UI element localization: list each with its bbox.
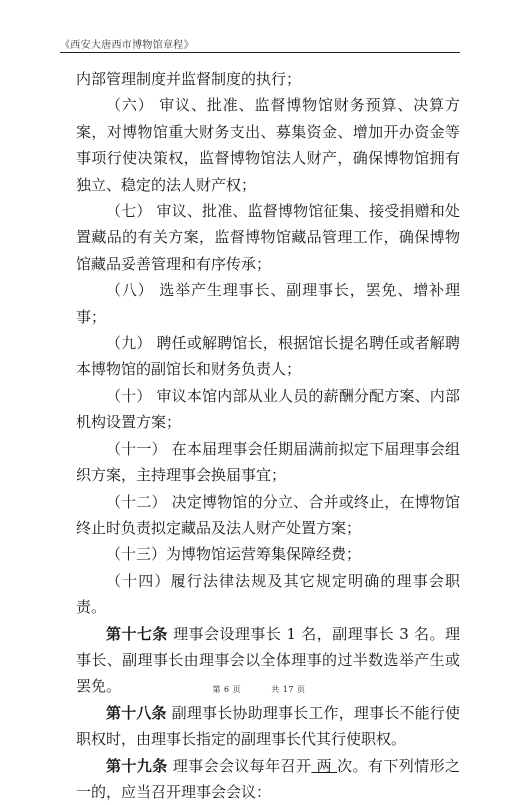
article-18-text: 副理事长协助理事长工作，理事长不能行使职权时，由理事长指定的副理事长代其行使职权。: [76, 703, 460, 749]
clause-12: （十二） 决定博物馆的分立、合并或终止，在博物馆终止时负责拟定藏品及法人财产处置方案；: [76, 492, 460, 537]
clause-6: （六） 审议、批准、监督博物馆财务预算、决算方案，对博物馆重大财务支出、募集资金、增加开办资金等事项行使决策权，监督博物馆法人财产，确保博物馆拥有独立、稳定的法人财产权；: [76, 96, 460, 194]
article-18: [76, 700, 460, 753]
page-number: 第 6 页: [212, 685, 242, 694]
clause-8: （八） 选举产生理事长、副理事长，罢免、增补理事；: [76, 281, 460, 326]
clause-10: （十） 审议本馆内部从业人员的薪酬分配方案、内部机构设置方案；: [76, 386, 460, 432]
clause-7: （七） 审议、批准、监督博物馆征集、接受捐赠和处置藏品的有关方案，监督博物馆藏品管理工作，确保博物馆藏品妥善管理和有序传承；: [76, 202, 460, 273]
article-19-label: 第十九条: [106, 756, 168, 775]
clause-9: （九） 聘任或解聘馆长，根据馆长提名聘任或者解聘本博物馆的副馆长和财务负责人；: [76, 334, 460, 379]
article-19-text-post: 次。有下列情形之一的，应当召开理事会会议：: [76, 756, 460, 801]
clause-14: （十四）履行法律法规及其它规定明确的理事会职责。: [76, 571, 460, 617]
article-19-text-pre: 理事会会议每年召开: [167, 756, 312, 775]
running-header: 《西安大唐西市博物馆章程》: [60, 40, 194, 51]
clause-11: （十一） 在本届理事会任期届满前拟定下届理事会组织方案，主持理事会换届事宜；: [76, 439, 460, 485]
article-17-text: 理事会设理事长 1 名，副理事长 3 名。理事长、副理事长由理事会以全体理事的过半数选举产生或罢免。: [76, 624, 460, 696]
article-19: [76, 753, 460, 805]
header-rule: [60, 52, 460, 53]
paragraph-continuation: 内部管理制度并监督制度的执行；: [76, 70, 302, 88]
clause-13: （十三）为博物馆运营筹集保障经费；: [106, 545, 362, 564]
page-footer: [0, 684, 518, 695]
page-total: 共 17 页: [271, 685, 306, 694]
article-18-label: 第十八条: [106, 703, 167, 722]
article-17-label: 第十七条: [106, 624, 168, 643]
meeting-count-underlined: 两: [311, 756, 338, 775]
